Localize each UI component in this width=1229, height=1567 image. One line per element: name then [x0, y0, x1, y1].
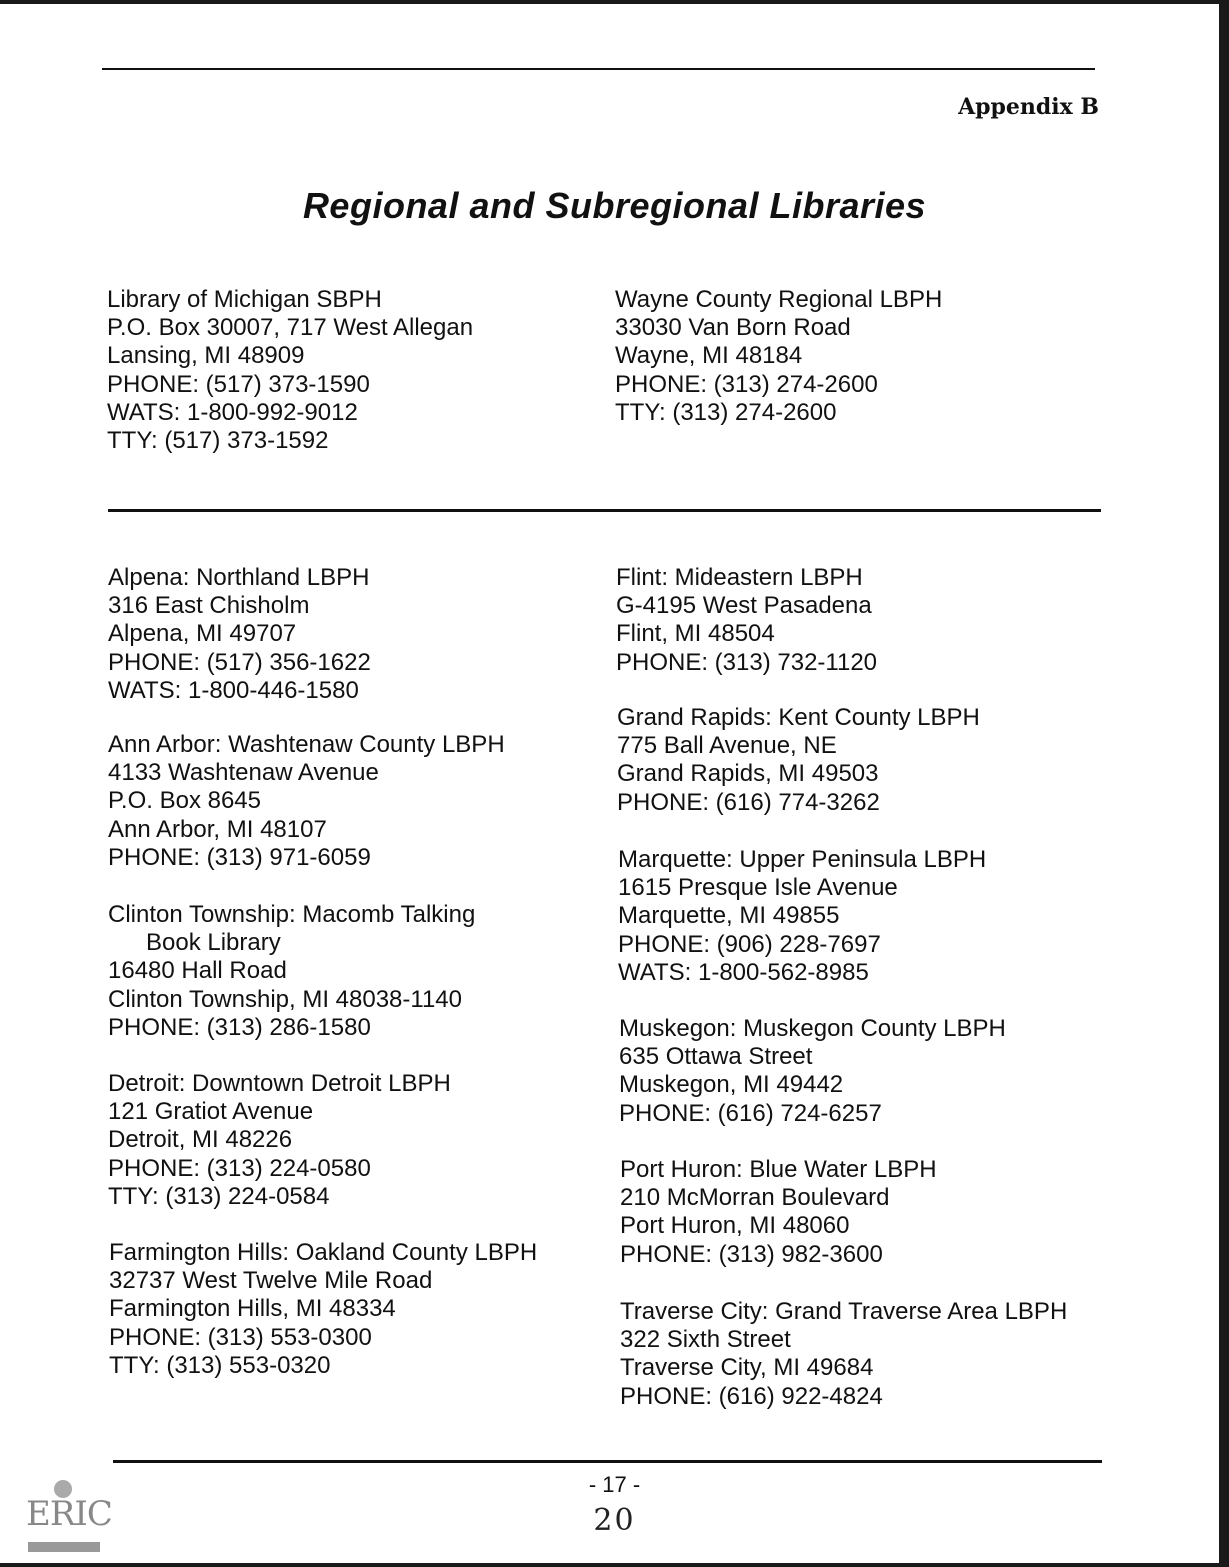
entry-line: Ann Arbor, MI 48107	[108, 815, 327, 843]
entry-line: Grand Rapids, MI 49503	[617, 760, 879, 788]
entry-line: Library of Michigan SBPH	[107, 286, 382, 313]
logo-bar	[28, 1542, 100, 1552]
entry-line: 322 Sixth Street	[620, 1326, 791, 1354]
entry-line: 33030 Van Born Road	[615, 314, 851, 342]
entry-line: 32737 West Twelve Mile Road	[109, 1267, 433, 1295]
entry-line: PHONE: (313) 971-6059	[108, 843, 371, 871]
scan-edge-right	[1219, 0, 1229, 1567]
section-divider	[108, 509, 1101, 512]
scan-edge-bottom	[0, 1563, 1229, 1567]
entry-line: Muskegon: Muskegon County LBPH	[619, 1015, 1006, 1042]
entry-line: Port Huron, MI 48060	[620, 1212, 850, 1240]
top-rule	[102, 68, 1095, 70]
entry-line: Marquette, MI 49855	[618, 902, 840, 930]
entry-line: PHONE: (313) 553-0300	[109, 1323, 372, 1351]
page-title: Regional and Subregional Libraries	[302, 185, 927, 226]
entry-line: PHONE: (313) 732-1120	[616, 648, 878, 676]
entry-line: PHONE: (616) 922-4824	[620, 1382, 883, 1410]
entry-line: Clinton Township, MI 48038-1140	[108, 985, 462, 1013]
entry-line: Muskegon, MI 49442	[619, 1071, 844, 1099]
entry-clinton-township	[108, 901, 475, 1042]
entry-line: 210 McMorran Boulevard	[620, 1184, 890, 1212]
entry-detroit	[108, 1070, 451, 1211]
entry-line: PHONE: (313) 982-3600	[620, 1240, 883, 1268]
scan-edge-top	[0, 0, 1229, 4]
entry-line: 635 Ottawa Street	[619, 1043, 813, 1071]
logo-wordmark: ERIC	[26, 1494, 112, 1534]
entry-line: Flint: Mideastern LBPH	[616, 564, 863, 591]
entry-line: 4133 Washtenaw Avenue	[108, 759, 379, 787]
entry-line: Alpena: Northland LBPH	[108, 564, 370, 591]
entry-line: Port Huron: Blue Water LBPH	[620, 1156, 937, 1183]
entry-marquette	[618, 846, 986, 987]
entry-line: P.O. Box 8645	[108, 787, 261, 815]
entry-line: PHONE: (517) 356-1622	[108, 648, 371, 676]
entry-line: TTY: (313) 274-2600	[615, 398, 837, 426]
entry-line: Farmington Hills: Oakland County LBPH	[109, 1239, 538, 1266]
entry-line: WATS: 1-800-992-9012	[107, 398, 358, 426]
entry-line: Grand Rapids: Kent County LBPH	[617, 704, 980, 731]
entry-line: Detroit: Downtown Detroit LBPH	[108, 1070, 451, 1097]
entry-line: P.O. Box 30007, 717 West Allegan	[107, 314, 474, 342]
entry-line: Traverse City: Grand Traverse Area LBPH	[620, 1298, 1068, 1325]
entry-line: PHONE: (616) 774-3262	[617, 788, 880, 816]
entry-line: PHONE: (616) 724-6257	[619, 1099, 882, 1127]
bottom-rule	[113, 1460, 1102, 1463]
entry-line: Book Library	[146, 929, 281, 957]
entry-line: Lansing, MI 48909	[107, 342, 305, 370]
entry-line: PHONE: (906) 228-7697	[618, 930, 881, 958]
entry-line: 316 East Chisholm	[108, 592, 310, 620]
entry-line: TTY: (313) 553-0320	[109, 1351, 331, 1379]
entry-line: PHONE: (517) 373-1590	[107, 370, 370, 398]
entry-library-of-michigan	[107, 286, 473, 455]
entry-line: Clinton Township: Macomb Talking	[108, 901, 476, 928]
entry-port-huron	[620, 1156, 937, 1269]
entry-line: PHONE: (313) 274-2600	[615, 370, 878, 398]
entry-line: 1615 Presque Isle Avenue	[618, 874, 898, 902]
entry-ann-arbor	[108, 731, 505, 872]
page-number: - 17 -	[588, 1472, 641, 1497]
entry-muskegon	[619, 1015, 1006, 1128]
entry-wayne-county	[615, 286, 942, 427]
entry-line: TTY: (313) 224-0584	[108, 1182, 330, 1210]
entry-flint	[616, 564, 877, 677]
entry-traverse-city	[620, 1298, 1067, 1411]
entry-line: TTY: (517) 373-1592	[107, 427, 329, 455]
entry-line: Ann Arbor: Washtenaw County LBPH	[108, 731, 505, 758]
entry-line: WATS: 1-800-446-1580	[108, 676, 359, 704]
entry-alpena	[108, 564, 371, 705]
entry-line: Flint, MI 48504	[616, 620, 775, 648]
eric-logo	[26, 1480, 112, 1560]
entry-line: Alpena, MI 49707	[108, 620, 297, 648]
entry-line: Detroit, MI 48226	[108, 1126, 293, 1154]
entry-line: Wayne County Regional LBPH	[615, 286, 943, 313]
entry-line: PHONE: (313) 286-1580	[108, 1013, 371, 1041]
entry-line: WATS: 1-800-562-8985	[618, 958, 869, 986]
fiche-number: 20	[593, 1503, 636, 1538]
entry-line: 775 Ball Avenue, NE	[617, 732, 837, 760]
entry-line: 16480 Hall Road	[108, 957, 287, 985]
entry-line: G-4195 West Pasadena	[616, 592, 872, 620]
entry-line: 121 Gratiot Avenue	[108, 1098, 314, 1126]
entry-grand-rapids	[617, 704, 980, 817]
entry-farmington-hills	[109, 1239, 537, 1380]
appendix-label: Appendix B	[958, 94, 1099, 120]
entry-line: Traverse City, MI 49684	[620, 1354, 874, 1382]
entry-line: Wayne, MI 48184	[615, 342, 803, 370]
entry-line: PHONE: (313) 224-0580	[108, 1154, 371, 1182]
entry-line: Marquette: Upper Peninsula LBPH	[618, 846, 987, 873]
entry-line: Farmington Hills, MI 48334	[109, 1295, 396, 1323]
